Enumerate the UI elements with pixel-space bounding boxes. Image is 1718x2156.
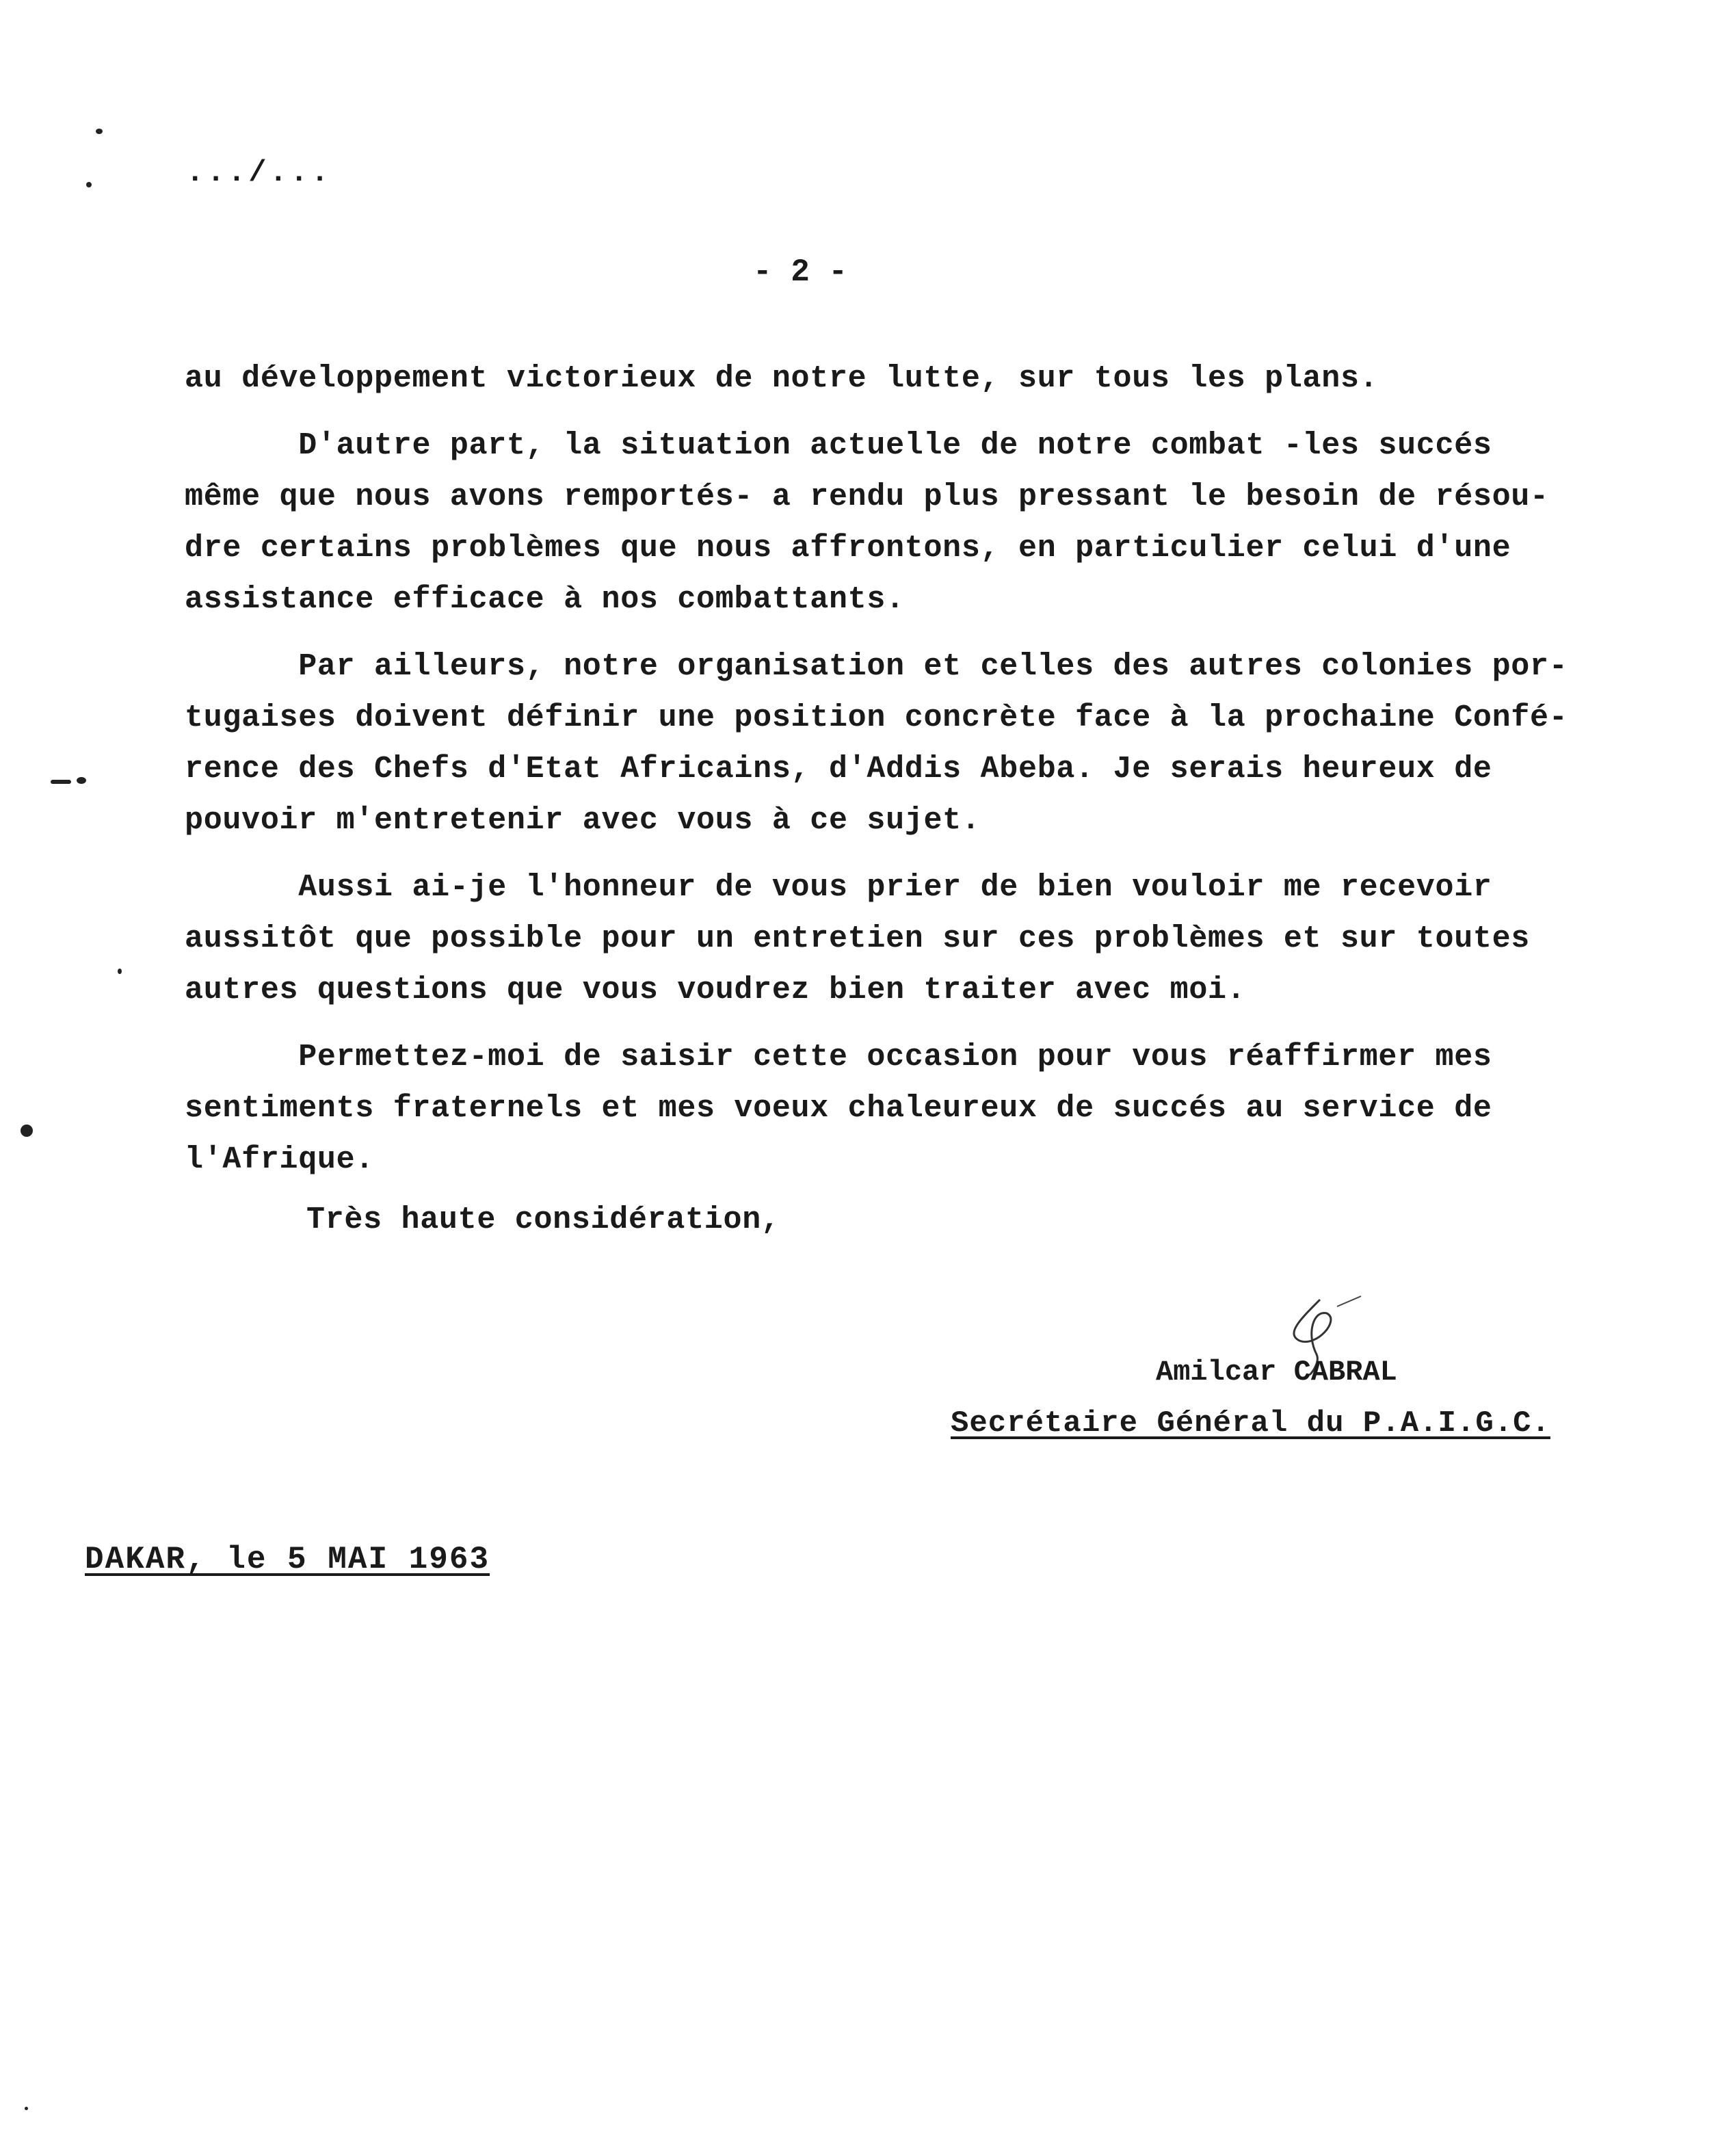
body-line: D'autre part, la situation actuelle de notre combat -les succés [185, 428, 1492, 463]
body-line: Par ailleurs, notre organisation et celles des autres colonies por- [185, 649, 1568, 684]
body-line: rence des Chefs d'Etat Africains, d'Addis Abeba. Je serais heureux de [185, 752, 1492, 787]
date-line: DAKAR, le 5 MAI 1963 [85, 1542, 490, 1577]
body-line: tugaises doivent définir une position concrète face à la prochaine Confé- [185, 700, 1568, 735]
scan-speck [96, 129, 103, 134]
continuation-mark: .../... [186, 156, 332, 190]
scan-speck [77, 777, 86, 784]
body-line: Aussi ai-je l'honneur de vous prier de bien vouloir me recevoir [185, 870, 1492, 905]
signatory-title: Secrétaire Général du P.A.I.G.C. [951, 1406, 1550, 1441]
scan-speck [118, 969, 122, 974]
paragraph-3 [185, 641, 1662, 846]
scan-speck [86, 182, 92, 187]
signatory-name: Amilcar CABRAL [1156, 1356, 1397, 1389]
body-line: au développement victorieux de notre lutte, sur tous les plans. [185, 361, 1379, 396]
page-number: - 2 - [752, 254, 848, 290]
scan-speck [25, 2107, 28, 2110]
body-line: même que nous avons remportés- a rendu plus pressant le besoin de résou- [185, 479, 1549, 514]
letter-body [185, 353, 1662, 1185]
body-line: dre certains problèmes que nous affrontons, en particulier celui d'une [185, 531, 1511, 566]
body-line: l'Afrique. [185, 1142, 375, 1177]
body-line: assistance efficace à nos combattants. [185, 582, 905, 617]
paragraph-4 [185, 862, 1662, 1016]
body-line: pouvoir m'entretenir avec vous à ce sujet. [185, 803, 981, 838]
scan-speck [51, 780, 71, 784]
paragraph-5 [185, 1031, 1662, 1185]
body-line: sentiments fraternels et mes voeux chaleureux de succés au service de [185, 1091, 1492, 1126]
body-line: aussitôt que possible pour un entretien sur ces problèmes et sur toutes [185, 921, 1531, 956]
body-line: autres questions que vous voudrez bien traiter avec moi. [185, 973, 1246, 1008]
paragraph-1 [185, 353, 1662, 404]
paragraph-2 [185, 420, 1662, 625]
body-line: Permettez-moi de saisir cette occasion pour vous réaffirmer mes [185, 1040, 1492, 1075]
scan-speck [21, 1125, 33, 1137]
closing-salutation: Très haute considération, [306, 1202, 780, 1237]
